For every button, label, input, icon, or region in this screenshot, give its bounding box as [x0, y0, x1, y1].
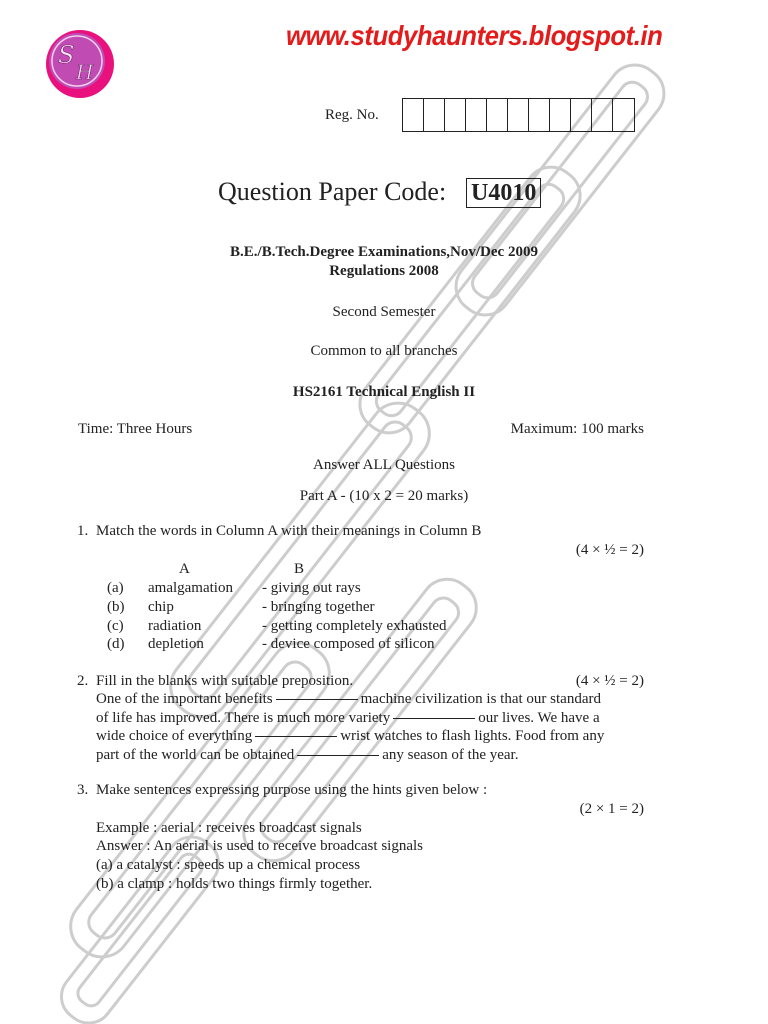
passage-line-2	[96, 710, 600, 727]
match-word: amalgamation	[148, 580, 233, 596]
match-label: (c)	[107, 618, 124, 634]
subject: HS2161 Technical English II	[292, 384, 476, 400]
passage-line-4	[96, 747, 518, 764]
match-label: (b)	[107, 599, 125, 615]
max-marks: Maximum: 100 marks	[510, 421, 644, 437]
q3-number: 3.	[77, 782, 89, 798]
regulations: Regulations 2008	[329, 263, 439, 279]
match-meaning: - getting completely exhausted	[262, 618, 447, 634]
passage-text: any season of the year.	[382, 747, 519, 763]
passage-text: of life has improved. There is much more variety	[96, 710, 391, 726]
q3-text: Make sentences expressing purpose using the hints given below :	[96, 782, 488, 798]
branches: Common to all branches	[310, 343, 458, 359]
q1-marks: (4 × ½ = 2)	[575, 542, 644, 558]
match-meaning: - giving out rays	[262, 580, 361, 596]
q1-text: Match the words in Column A with their meanings in Column B	[96, 523, 482, 539]
passage-line-3	[96, 728, 604, 745]
column-a-header: A	[179, 561, 190, 577]
q3-answer: Answer : An aerial is used to receive broadcast signals	[96, 838, 423, 854]
passage-text: wide choice of everything	[96, 728, 253, 744]
q2-marks: (4 × ½ = 2)	[575, 673, 644, 689]
q3-item-a: (a) a catalyst : speeds up a chemical process	[96, 857, 361, 873]
q3-item-b: (b) a clamp : holds two things firmly together.	[96, 876, 373, 892]
passage-text: One of the important benefits	[96, 691, 273, 707]
logo	[42, 27, 114, 99]
semester: Second Semester	[332, 304, 436, 320]
time: Time: Three Hours	[78, 421, 193, 437]
match-meaning: - bringing together	[262, 599, 375, 615]
match-word: chip	[148, 599, 174, 615]
svg-text:S: S	[58, 41, 75, 69]
blank-line	[393, 718, 475, 719]
question-paper-code: U4010	[466, 178, 541, 208]
q3-marks: (2 × 1 = 2)	[579, 801, 644, 817]
q2-number: 2.	[77, 673, 89, 689]
reg-no-boxes	[402, 98, 635, 132]
match-label: (d)	[107, 636, 125, 652]
site-url: www.studyhaunters.blogspot.in	[286, 20, 663, 51]
blank-line	[276, 699, 358, 700]
q3-example: Example : aerial : receives broadcast signals	[96, 820, 362, 836]
passage-text: part of the world can be obtained	[96, 747, 295, 763]
svg-text:H: H	[76, 60, 94, 84]
column-b-header: B	[294, 561, 305, 577]
instruction: Answer ALL Questions	[313, 457, 455, 473]
q2-text: Fill in the blanks with suitable preposition.	[96, 673, 354, 689]
passage-line-1	[96, 691, 601, 708]
part-a-heading: Part A - (10 x 2 = 20 marks)	[299, 488, 469, 504]
passage-text: our lives. We have a	[478, 710, 600, 726]
passage-text: machine civilization is that our standard	[360, 691, 601, 707]
exam-title: B.E./B.Tech.Degree Examinations,Nov/Dec 2009	[230, 244, 538, 260]
question-paper-code-label: Question Paper Code:	[218, 177, 447, 206]
q1-number: 1.	[77, 523, 89, 539]
match-word: depletion	[148, 636, 204, 652]
reg-no-label: Reg. No.	[325, 107, 379, 123]
blank-line	[255, 736, 337, 737]
passage-text: wrist watches to flash lights. Food from any	[340, 728, 605, 744]
match-word: radiation	[148, 618, 202, 634]
blank-line	[297, 755, 379, 756]
match-label: (a)	[107, 580, 124, 596]
match-meaning: - device composed of silicon	[262, 636, 435, 652]
